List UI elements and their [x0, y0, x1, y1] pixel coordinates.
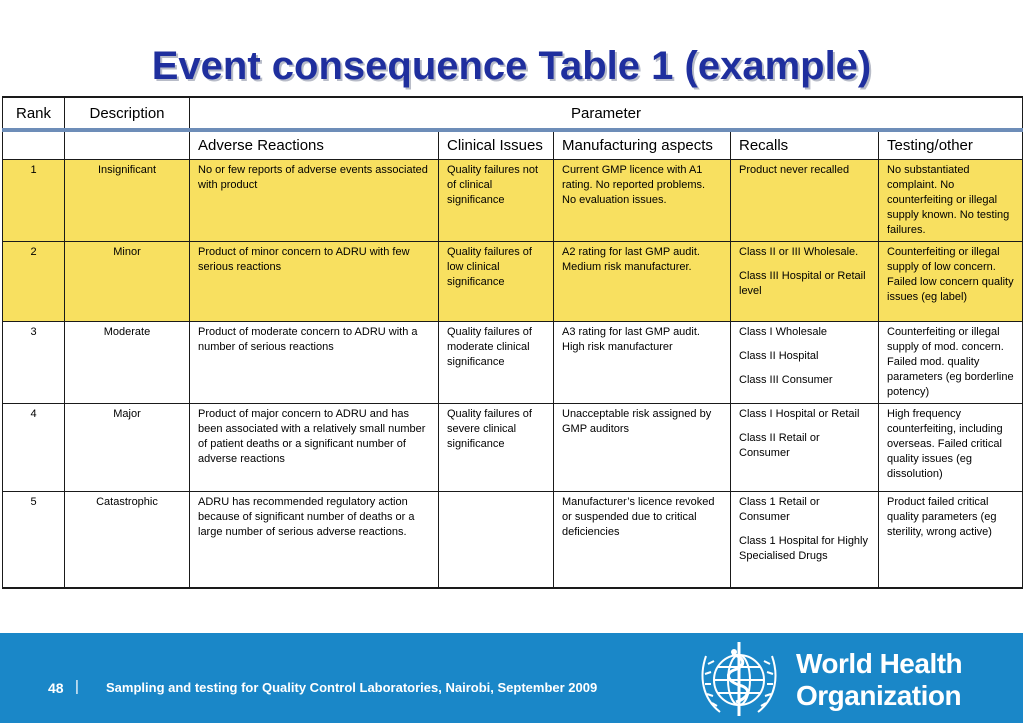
table-row: [3, 322, 1023, 404]
clinical-cell: Quality failures of low clinical significance: [439, 242, 554, 322]
recall-line: Class II or III Wholesale.: [739, 246, 859, 258]
subheader-empty-description: [65, 130, 190, 160]
recall-line: Class III Hospital or Retail level: [739, 270, 866, 297]
rank-cell: 2: [3, 242, 65, 322]
rank-cell: 1: [3, 160, 65, 242]
event-consequence-table: [2, 96, 1023, 589]
recall-line: Class III Consumer: [739, 374, 833, 386]
table-row: [3, 404, 1023, 492]
who-emblem-icon: [694, 636, 784, 720]
testing-cell: Counterfeiting or illegal supply of mod. concern. Failed mod. quality parameters (eg borderline potency): [879, 322, 1023, 404]
subheader-manufacturing-aspects: Manufacturing aspects: [554, 130, 731, 160]
who-logo-line2: Organization: [796, 680, 962, 711]
recalls-cell: [731, 242, 879, 322]
rank-cell: 4: [3, 404, 65, 492]
subheader-testing-other: Testing/other: [879, 130, 1023, 160]
recall-line: Product never recalled: [739, 164, 850, 176]
recall-line: Class 1 Hospital for Highly Specialised Drugs: [739, 535, 868, 562]
subheader-clinical-issues: Clinical Issues: [439, 130, 554, 160]
slide-title: Event consequence Table 1 (example): [151, 44, 872, 88]
description-cell: Moderate: [65, 322, 190, 404]
rank-cell: 3: [3, 322, 65, 404]
description-cell: Minor: [65, 242, 190, 322]
manufacturing-cell: A2 rating for last GMP audit. Medium risk manufacturer.: [554, 242, 731, 322]
table-row: [3, 492, 1023, 588]
manufacturing-cell: A3 rating for last GMP audit. High risk manufacturer: [554, 322, 731, 404]
subheader-recalls: Recalls: [731, 130, 879, 160]
page-number: 48: [48, 680, 64, 696]
subheader-empty-rank: [3, 130, 65, 160]
manufacturing-cell: Unacceptable risk assigned by GMP auditors: [554, 404, 731, 492]
recall-line: Class 1 Retail or Consumer: [739, 496, 820, 523]
recall-line: Class II Hospital: [739, 350, 819, 362]
manufacturing-cell: Manufacturer’s licence revoked or suspended due to critical deficiencies: [554, 492, 731, 588]
description-cell: Insignificant: [65, 160, 190, 242]
who-logo-line1: World Health: [796, 648, 963, 679]
clinical-cell: Quality failures not of clinical significance: [439, 160, 554, 242]
adverse-cell: ADRU has recommended regulatory action because of significant number of deaths or a large number of serious adverse reactions.: [190, 492, 439, 588]
header-row: [3, 97, 1023, 130]
recall-line: Class I Wholesale: [739, 326, 828, 338]
recalls-cell: [731, 492, 879, 588]
testing-cell: Product failed critical quality parameters (eg sterility, wrong active): [879, 492, 1023, 588]
subheader-adverse-reactions: Adverse Reactions: [190, 130, 439, 160]
recalls-cell: [731, 322, 879, 404]
recalls-cell: [731, 160, 879, 242]
rank-cell: 5: [3, 492, 65, 588]
testing-cell: High frequency counterfeiting, including overseas. Failed critical quality issues (eg dissolution): [879, 404, 1023, 492]
subheader-row: [3, 130, 1023, 160]
header-description: Description: [65, 97, 190, 130]
table-row: [3, 160, 1023, 242]
clinical-cell: Quality failures of severe clinical significance: [439, 404, 554, 492]
description-cell: Catastrophic: [65, 492, 190, 588]
adverse-cell: No or few reports of adverse events associated with product: [190, 160, 439, 242]
who-logo-text: [796, 648, 962, 712]
manufacturing-cell: Current GMP licence with A1 rating. No reported problems. No evaluation issues.: [554, 160, 731, 242]
recall-line: Class II Retail or Consumer: [739, 432, 820, 459]
clinical-cell: [439, 492, 554, 588]
testing-cell: No substantiated complaint. No counterfeiting or illegal supply known. No testing failures.: [879, 160, 1023, 242]
adverse-cell: Product of minor concern to ADRU with few serious reactions: [190, 242, 439, 322]
header-parameter: Parameter: [190, 97, 1023, 130]
adverse-cell: Product of moderate concern to ADRU with a number of serious reactions: [190, 322, 439, 404]
testing-cell: Counterfeiting or illegal supply of low concern. Failed low concern quality issues (eg label): [879, 242, 1023, 322]
recalls-cell: [731, 404, 879, 492]
header-rank: Rank: [3, 97, 65, 130]
adverse-cell: Product of major concern to ADRU and has been associated with a relatively small number of patient deaths or a significant number of adverse reactions: [190, 404, 439, 492]
footer-separator: |: [75, 678, 79, 695]
footer-text: Sampling and testing for Quality Control Laboratories, Nairobi, September 2009: [106, 680, 598, 695]
recall-line: Class I Hospital or Retail: [739, 408, 860, 420]
description-cell: Major: [65, 404, 190, 492]
table-row: [3, 242, 1023, 322]
clinical-cell: Quality failures of moderate clinical significance: [439, 322, 554, 404]
